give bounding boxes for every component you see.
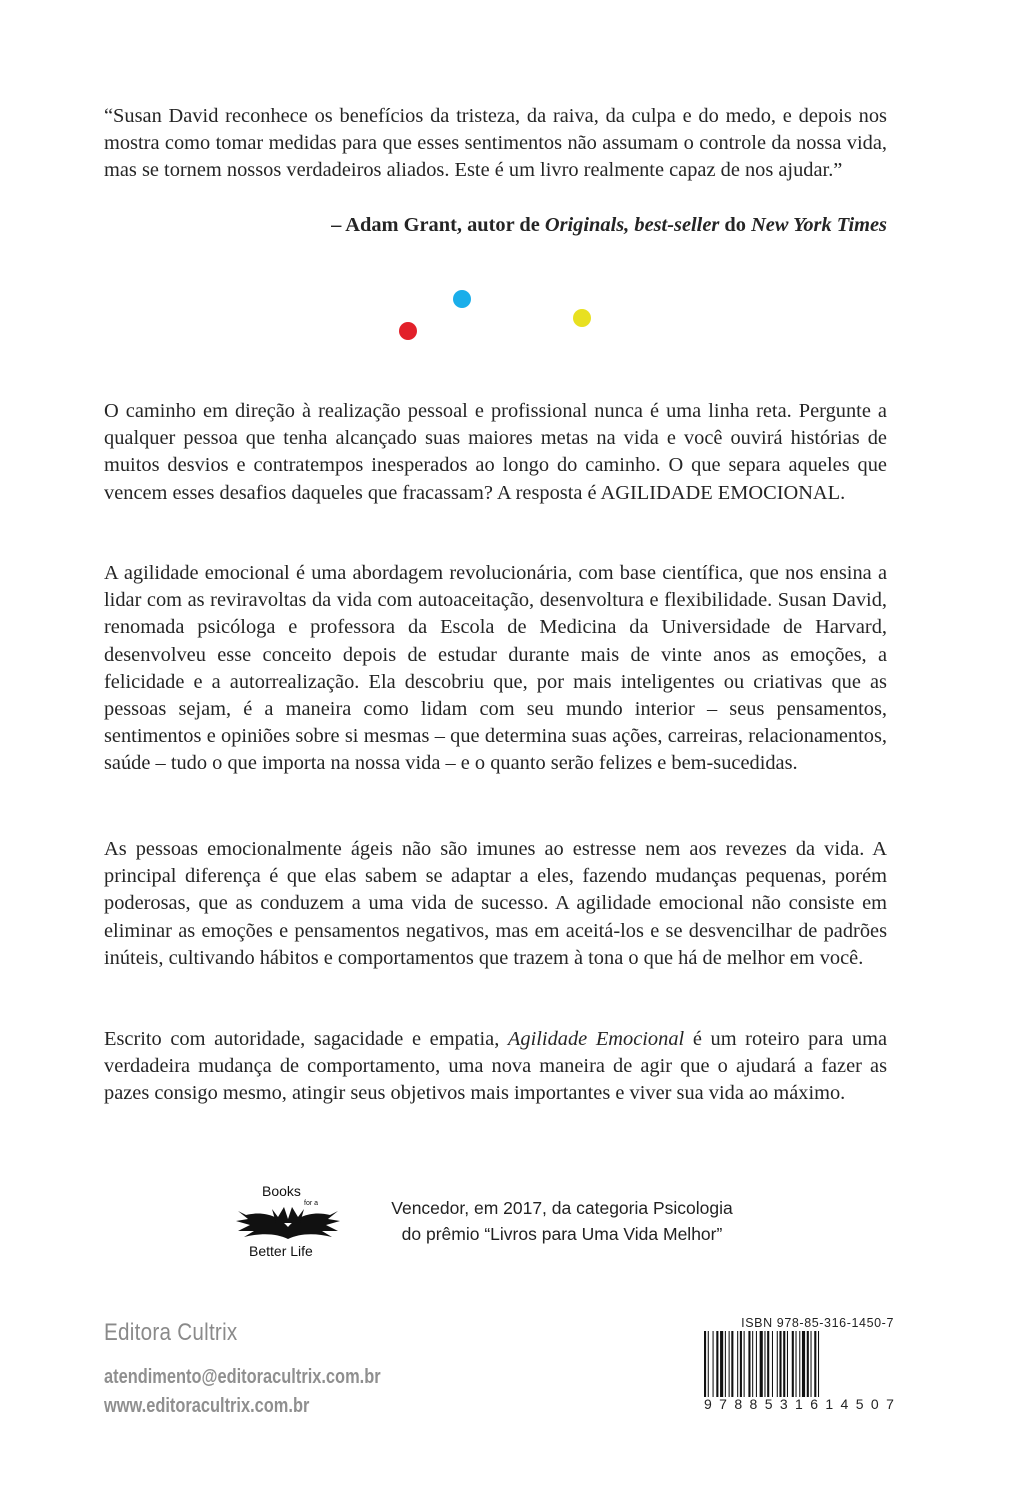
logo-text-better-life: Better Life <box>249 1243 313 1259</box>
attribution-do: do <box>719 214 752 236</box>
decor-dot-blue <box>453 290 471 308</box>
barcode-digit: 1 <box>795 1396 803 1412</box>
para4-book-title: Agilidade Emocional <box>507 1028 685 1050</box>
books-for-a-better-life-logo <box>232 1181 344 1261</box>
body-paragraph-2: A agilidade emocional é uma abordagem revolucionária, com base científica, que nos ensina a lidar com as reviravoltas da vida com autoaceitação, desenvoltura e flexibilidade. Susan David, renomada psicóloga e professora da Escola de Medicina da Universidade de Harvard, desenvolveu esse conceito depois de estudar durante mais de vinte anos as emoções, a felicidade e a autorrealização. Ela descobriu que, por mais inteligentes ou criativas que as pessoas sejam, é a maneira como lidam com seu mundo interior – seus pensamentos, sentimentos e opiniões sobre si mesmas – que determina suas ações, carreiras, relacionamentos, saúde – tudo o que importa na nossa vida – e o quanto serão felizes e bem-sucedidas. <box>104 562 887 775</box>
barcode-icon <box>702 1331 894 1397</box>
decor-dot-yellow <box>573 309 591 327</box>
attribution-book-title: Originals, <box>544 214 630 236</box>
barcode-digit: 1 <box>825 1396 834 1412</box>
logo-text-for-a: for a <box>304 1200 319 1207</box>
attribution-bestseller: best-seller <box>629 214 720 236</box>
attribution-newspaper: New York Times <box>751 214 887 236</box>
decor-dot-red <box>399 322 417 340</box>
barcode-digit: 4 <box>840 1396 849 1412</box>
barcode-digit: 8 <box>749 1396 758 1412</box>
barcode-digit: 6 <box>810 1396 818 1412</box>
barcode-digit: 7 <box>886 1396 894 1412</box>
award-caption <box>352 1195 772 1247</box>
publisher-name: Editora Cultrix <box>104 1319 238 1346</box>
quote-attribution <box>104 212 887 239</box>
para4-end: é um roteiro para uma verdadeira mudança de comportamento, uma nova maneira de agir que o ajudará a fazer as pazes consigo mesmo, atingir seus objetivos mais importantes e viver sua vida ao máximo. <box>104 1028 887 1105</box>
body-paragraph-1: O caminho em direção à realização pessoal e profissional nunca é uma linha reta. Pergunte a qualquer pessoa que tenha alcançado suas maiores metas na vida e você ouvirá histórias de muitos desvios e contratempos inesperados ao longo do caminho. O que separa aqueles que vencem esses desafios daqueles que fracassam? A resposta é AGILIDADE EMOCIONAL. <box>104 400 887 504</box>
publisher-website: www.editoracultrix.com.br <box>104 1395 310 1417</box>
para4-start: Escrito com autoridade, sagacidade e empatia, <box>104 1028 508 1050</box>
barcode-digit: 5 <box>855 1396 864 1412</box>
barcode-digit: 5 <box>764 1396 773 1412</box>
barcode-digit: 8 <box>734 1396 743 1412</box>
open-book-icon <box>236 1207 340 1239</box>
barcode-digit: 7 <box>719 1396 727 1412</box>
isbn-label: ISBN 978-85-316-1450-7 <box>741 1316 894 1330</box>
body-paragraph-4 <box>104 1026 887 1108</box>
barcode-digit: 0 <box>870 1396 879 1412</box>
barcode-digit: 3 <box>779 1396 788 1412</box>
award-line-2: do prêmio “Livros para Uma Vida Melhor” <box>401 1224 723 1244</box>
logo-text-books: Books <box>262 1183 301 1199</box>
publisher-email: atendimento@editoracultrix.com.br <box>104 1366 381 1388</box>
attribution-prefix: – Adam Grant, autor de <box>331 214 545 236</box>
body-paragraph-3: As pessoas emocionalmente ágeis não são imunes ao estresse nem aos revezes da vida. A principal diferença é que elas sabem se adaptar a eles, fazendo mudanças pequenas, porém poderosas, que as conduzem a uma vida de sucesso. A agilidade emocional não consiste em eliminar as emoções e pensamentos negativos, mas em aceitá-los e se desvencilhar de padrões inúteis, cultivando hábitos e comportamentos que trazem à tona o que há de melhor em você. <box>104 838 887 969</box>
barcode-digit: 9 <box>704 1396 712 1412</box>
award-line-1: Vencedor, em 2017, da categoria Psicologia <box>391 1198 733 1218</box>
blurb-quote: “Susan David reconhece os benefícios da tristeza, da raiva, da culpa e do medo, e depois nos mostra como tomar medidas para que esses sentimentos não assumam o controle da nossa vida, mas se tornem nossos verdadeiros aliados. Este é um livro realmente capaz de nos ajudar.” <box>104 105 887 182</box>
barcode-digits <box>704 1396 894 1412</box>
